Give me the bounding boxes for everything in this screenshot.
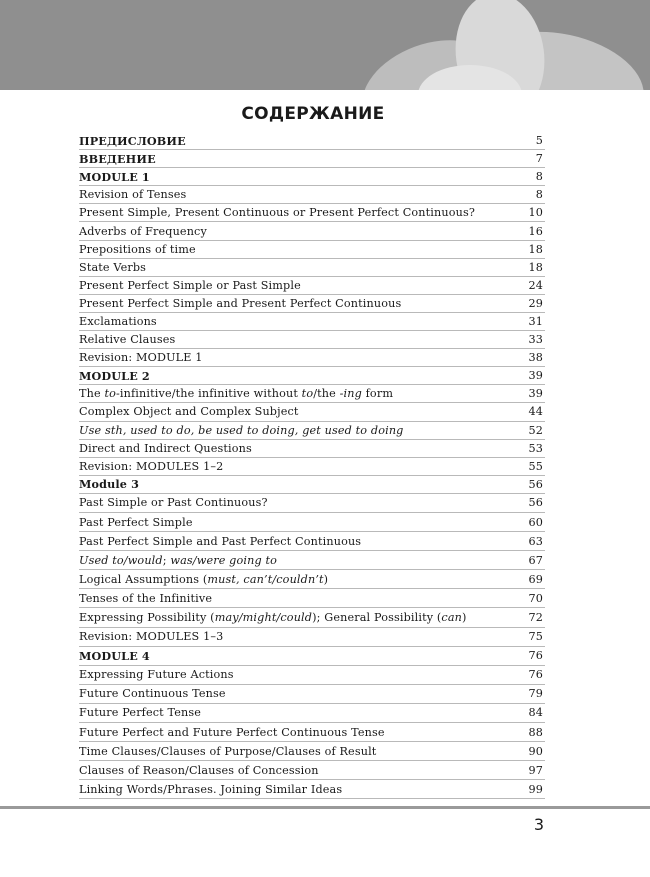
toc-entry-title-segment: ) xyxy=(462,610,467,624)
toc-entry-title xyxy=(79,592,212,605)
toc-entry[interactable] xyxy=(79,780,545,799)
toc-entry-title-segment: Present Perfect Simple or Past Simple xyxy=(79,278,301,292)
toc-entry-page: 39 xyxy=(528,369,543,383)
toc-entry-page: 8 xyxy=(535,170,543,184)
toc-entry-title-segment: Revision: MODULES 1–2 xyxy=(79,459,224,473)
toc-entry-page: 97 xyxy=(528,763,543,777)
toc-entry-title-segment: Tenses of the Infinitive xyxy=(79,591,213,605)
toc-entry[interactable] xyxy=(79,313,545,331)
toc-entry-title-segment: Module 3 xyxy=(79,477,140,492)
toc-entry-title-segment: Revision of Tenses xyxy=(79,188,187,202)
toc-entry-title xyxy=(79,369,150,383)
toc-entry-title-segment: Expressing Future Actions xyxy=(79,668,234,682)
toc-entry[interactable] xyxy=(79,513,545,532)
toc-entry-page: 60 xyxy=(528,515,543,529)
toc-entry-page: 84 xyxy=(528,706,543,720)
toc-entry[interactable] xyxy=(79,277,545,295)
toc-entry-title xyxy=(79,243,196,256)
toc-entry-title xyxy=(79,442,252,455)
toc-entry[interactable] xyxy=(79,532,545,551)
toc-entry-title xyxy=(79,477,139,491)
toc-entry-title xyxy=(79,152,156,166)
toc-entry-title-segment: Linking Words/Phrases. Joining Similar Ideas xyxy=(79,782,343,796)
toc-entry-title xyxy=(79,297,401,310)
toc-entry[interactable] xyxy=(79,458,545,476)
toc-entry-title-segment: can xyxy=(441,610,463,624)
toc-entry[interactable] xyxy=(79,551,545,570)
toc-entry[interactable] xyxy=(79,385,545,403)
toc-entry-page: 52 xyxy=(528,423,543,437)
toc-entry-title xyxy=(79,261,146,274)
toc-entry[interactable] xyxy=(79,422,545,440)
toc-entry-title-segment: ) xyxy=(323,572,329,586)
toc-entry-page: 8 xyxy=(535,188,543,202)
toc-entry-page: 67 xyxy=(528,553,543,567)
toc-entry-title-segment: Used to/would xyxy=(79,553,163,567)
toc-entry-page: 70 xyxy=(528,591,543,605)
toc-entry[interactable] xyxy=(79,608,545,627)
toc-entry-page: 18 xyxy=(528,242,543,256)
toc-entry-title xyxy=(79,516,193,529)
toc-entry-title xyxy=(79,745,376,758)
toc-entry-page: 39 xyxy=(528,387,543,401)
toc-entry-title-segment: must, can’t/couldn’t xyxy=(207,572,324,586)
toc-entry-title-segment: -ing xyxy=(339,387,362,401)
page-number: 3 xyxy=(533,815,544,834)
toc-entry-title-segment: /the xyxy=(313,387,340,401)
toc-entry-page: 56 xyxy=(528,477,543,491)
toc-entry-title-segment: Use sth, used to do, be used to doing, get used to doing xyxy=(79,423,404,437)
toc-entry[interactable] xyxy=(79,589,545,608)
toc-entry-page: 24 xyxy=(528,278,543,292)
toc-entry-title-segment: was/were going to xyxy=(170,553,278,567)
toc-entry-title xyxy=(79,611,467,624)
toc-entry[interactable] xyxy=(79,647,545,666)
toc-entry-title xyxy=(79,764,319,777)
toc-entry-title-segment: Direct and Indirect Questions xyxy=(79,441,252,455)
toc-entry-title-segment: to xyxy=(301,387,314,401)
toc-entry-page: 10 xyxy=(528,206,543,220)
toc-entry-title xyxy=(79,134,186,148)
toc-entry-title-segment: MODULE 1 xyxy=(79,169,150,184)
toc-entry-title xyxy=(79,668,234,681)
footer-rule xyxy=(0,806,650,809)
toc-entry[interactable] xyxy=(79,367,545,385)
toc-entry-title-segment: Exclamations xyxy=(79,314,157,328)
toc-entry-page: 44 xyxy=(528,405,543,419)
toc-entry-title xyxy=(79,496,268,509)
toc-entry[interactable] xyxy=(79,628,545,647)
toc-entry-title xyxy=(79,649,150,663)
toc-entry[interactable] xyxy=(79,476,545,494)
toc-entry-title-segment: State Verbs xyxy=(79,260,147,274)
toc-entry-page: 79 xyxy=(528,687,543,701)
toc-entry-title xyxy=(79,206,475,219)
toc-entry-title-segment: Past Simple or Past Continuous? xyxy=(79,496,268,510)
toc-entry[interactable] xyxy=(79,222,545,240)
toc-entry-title xyxy=(79,726,385,739)
toc-entry-title xyxy=(79,387,393,400)
toc-entry-page: 18 xyxy=(528,260,543,274)
toc-entry-title-segment: Present Perfect Simple and Present Perfect Continuous xyxy=(79,296,402,310)
toc-entry-title-segment: Time Clauses/Clauses of Purpose/Clauses of Result xyxy=(79,744,377,758)
toc-entry-title-segment: Logical Assumptions ( xyxy=(79,572,208,586)
toc-entry-title xyxy=(79,535,361,548)
toc-entry[interactable] xyxy=(79,331,545,349)
toc-entry-title-segment: Revision: MODULES 1–3 xyxy=(79,630,224,644)
toc-entry-page: 55 xyxy=(528,459,543,473)
toc-entry-page: 31 xyxy=(528,314,543,328)
toc-entry-page: 76 xyxy=(528,649,543,663)
toc-entry-page: 29 xyxy=(528,296,543,310)
toc-entry-title-segment: Future Perfect Tense xyxy=(79,706,202,720)
toc-entry-title xyxy=(79,783,342,796)
toc-entry-title-segment: -infinitive/the infinitive without xyxy=(115,387,302,401)
toc-entry-title-segment: The xyxy=(79,387,105,401)
toc-entry-title xyxy=(79,460,223,473)
toc-entry-page: 75 xyxy=(528,630,543,644)
toc-entry[interactable] xyxy=(79,168,545,186)
toc-entry-title-segment: ; xyxy=(162,553,171,567)
toc-entry-title-segment: Relative Clauses xyxy=(79,333,176,347)
toc-entry[interactable] xyxy=(79,666,545,685)
toc-entry-title-segment: Expressing Possibility ( xyxy=(79,610,215,624)
toc-entry[interactable] xyxy=(79,132,545,150)
toc-entry[interactable] xyxy=(79,186,545,204)
toc-entry-title xyxy=(79,687,226,700)
toc-entry[interactable] xyxy=(79,295,545,313)
toc-entry-title-segment: to xyxy=(104,387,116,401)
toc-entry-page: 88 xyxy=(528,725,543,739)
toc-entry-title-segment: MODULE 4 xyxy=(79,648,150,663)
toc-entry-page: 76 xyxy=(528,668,543,682)
toc-entry[interactable] xyxy=(79,494,545,513)
toc-entry[interactable] xyxy=(79,685,545,704)
toc-entry[interactable] xyxy=(79,259,545,277)
toc-entry-title-segment: Prepositions of time xyxy=(79,242,196,256)
toc-entry-page: 90 xyxy=(528,744,543,758)
toc-entry-title xyxy=(79,188,186,201)
toc-entry-title xyxy=(79,333,175,346)
toc-entry-title xyxy=(79,315,157,328)
toc-entry-title-segment: Revision: MODULE 1 xyxy=(79,351,203,365)
toc-entry-title xyxy=(79,573,328,586)
table-of-contents xyxy=(79,132,545,799)
toc-entry[interactable] xyxy=(79,570,545,589)
toc-entry-title-segment: ПРЕДИСЛОВИЕ xyxy=(79,133,186,148)
toc-entry[interactable] xyxy=(79,403,545,421)
toc-entry-title-segment: Clauses of Reason/Clauses of Concession xyxy=(79,763,319,777)
toc-entry-page: 33 xyxy=(528,333,543,347)
toc-entry[interactable] xyxy=(79,241,545,259)
toc-entry-title-segment: may/might/could xyxy=(214,610,313,624)
toc-entry[interactable] xyxy=(79,761,545,780)
toc-entry-title xyxy=(79,170,150,184)
toc-entry-title-segment: Adverbs of Frequency xyxy=(79,224,207,238)
toc-entry-title-segment: MODULE 2 xyxy=(79,368,150,383)
toc-entry-title xyxy=(79,706,201,719)
toc-entry-page: 38 xyxy=(528,351,543,365)
toc-entry-page: 69 xyxy=(528,572,543,586)
toc-entry-page: 7 xyxy=(535,152,543,166)
toc-entry-page: 72 xyxy=(528,610,543,624)
toc-entry-title-segment: Future Continuous Tense xyxy=(79,687,226,701)
toc-entry-page: 16 xyxy=(528,224,543,238)
toc-entry-page: 5 xyxy=(535,134,543,148)
toc-entry-page: 63 xyxy=(528,534,543,548)
toc-entry-title xyxy=(79,424,404,437)
toc-entry-page: 56 xyxy=(528,496,543,510)
toc-entry-title-segment: Complex Object and Complex Subject xyxy=(79,405,299,419)
toc-entry-title-segment: Present Simple, Present Continuous or Present Perfect Continuous? xyxy=(79,206,476,220)
toc-entry-title xyxy=(79,351,203,364)
toc-entry-title-segment: ); General Possibility ( xyxy=(312,610,442,624)
toc-entry-page: 53 xyxy=(528,441,543,455)
toc-entry-title-segment: Future Perfect and Future Perfect Continuous Tense xyxy=(79,725,385,739)
toc-entry-page: 99 xyxy=(528,782,543,796)
toc-entry-title xyxy=(79,279,301,292)
header-band xyxy=(0,0,650,90)
page-title: СОДЕРЖАНИЕ xyxy=(241,104,385,124)
toc-entry[interactable] xyxy=(79,204,545,222)
toc-entry-title xyxy=(79,554,277,567)
toc-entry[interactable] xyxy=(79,742,545,761)
toc-entry-title xyxy=(79,225,207,238)
toc-entry[interactable] xyxy=(79,440,545,458)
toc-entry[interactable] xyxy=(79,704,545,723)
toc-entry-title-segment: form xyxy=(361,387,394,401)
toc-entry-title-segment: ВВЕДЕНИЕ xyxy=(79,151,156,166)
toc-entry-title-segment: Past Perfect Simple and Past Perfect Continuous xyxy=(79,534,362,548)
toc-entry[interactable] xyxy=(79,723,545,742)
toc-entry-title-segment: Past Perfect Simple xyxy=(79,515,193,529)
toc-entry-title xyxy=(79,630,223,643)
decorative-petals-graphic xyxy=(0,0,650,90)
toc-entry[interactable] xyxy=(79,349,545,367)
toc-entry[interactable] xyxy=(79,150,545,168)
toc-entry-title xyxy=(79,405,299,418)
